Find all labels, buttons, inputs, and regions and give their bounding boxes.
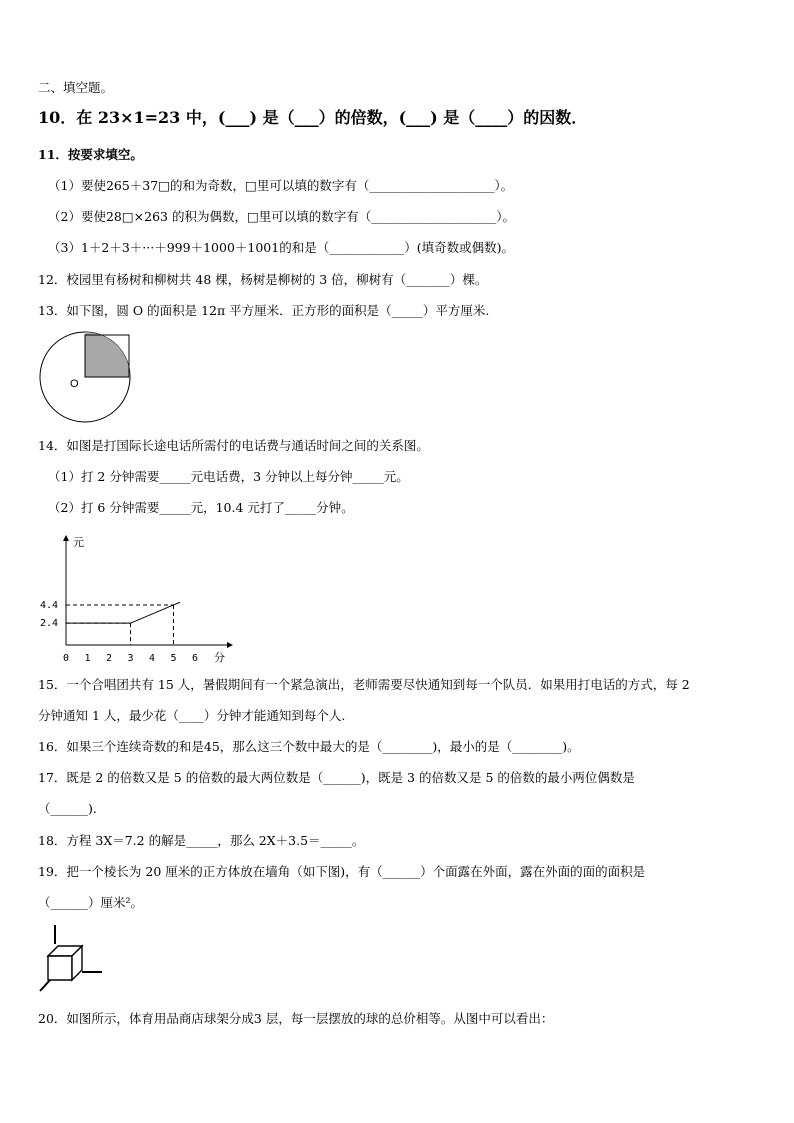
circle-square-figure [38, 332, 138, 427]
question-14-title: 14．如图是打国际长途电话所需付的电话费与通话时间之间的关系图。 [38, 438, 429, 453]
y-tick-label-2-4: 2.4 [40, 618, 59, 630]
question-14-part-1: （1）打 2 分钟需要_____元电话费，3 分钟以上每分钟_____元。 [48, 469, 409, 484]
question-14-part-2: （2）打 6 分钟需要_____元，10.4 元打了_____分钟。 [48, 500, 354, 515]
x-tick-label-6: 6 [192, 653, 199, 664]
x-tick-label-4: 4 [149, 653, 156, 664]
x-axis-label: 分 [214, 651, 225, 664]
circle-center-label: O [70, 378, 79, 390]
section-title: 二、填空题。 [38, 80, 114, 95]
question-15-line-2: 分钟通知 1 人，最少花（____）分钟才能通知到每个人. [38, 708, 346, 723]
question-20: 20．如图所示，体育用品商店球架分成3 层，每一层摆放的球的总价相等。从图中可以看出： [38, 1011, 554, 1026]
cube-corner-figure [38, 925, 108, 995]
y-tick-label-4-4: 4.4 [40, 599, 59, 611]
question-15-line-1: 15．一个合唱团共有 15 人，暑假期间有一个紧急演出，老师需要尽快通知到每一个队员．如果用打电话的方式，每 2 [38, 677, 690, 692]
question-19-line-1: 19．把一个棱长为 20 厘米的正方体放在墙角（如下图)，有（______）个面露在外面，露在外面的面的面积是 [38, 864, 646, 879]
question-16: 16．如果三个连续奇数的和是45，那么这三个数中最大的是（________)，最小的是（________)。 [38, 739, 580, 754]
phone-fee-chart [38, 532, 238, 668]
question-11-title: 11．按要求填空。 [38, 147, 143, 162]
wall-edge-left [40, 980, 50, 991]
cube-front-face [48, 956, 72, 980]
x-tick-label-0: 0 [63, 653, 70, 664]
question-12: 12．校园里有杨树和柳树共 48 棵，杨树是柳树的 3 倍，柳树有（_______）棵。 [38, 272, 488, 287]
question-11-part-2: （2）要使28□×263 的积为偶数，□里可以填的数字有（____________________）。 [48, 209, 516, 224]
question-17-line-2: （______). [38, 801, 97, 816]
x-tick-label-5: 5 [170, 653, 177, 664]
question-13: 13．如下图，圆 O 的面积是 12π 平方厘米．正方形的面积是（_____）平方厘米. [38, 303, 490, 318]
question-11-part-1: （1）要使265＋37□的和为奇数，□里可以填的数字有（____________________）。 [48, 178, 514, 193]
x-tick-label-1: 1 [84, 653, 91, 664]
y-axis-label: 元 [73, 536, 84, 549]
question-10: 10．在 23×1=23 中，(___) 是（___）的倍数，(___) 是（____）的因数． [38, 108, 588, 127]
circle-sector [85, 332, 130, 377]
x-tick-label-2: 2 [106, 653, 113, 664]
question-19-line-2: （______）厘米²。 [38, 895, 144, 910]
question-18: 18．方程 3X＝7.2 的解是_____，那么 2X＋3.5＝_____。 [38, 833, 365, 848]
question-17-line-1: 17．既是 2 的倍数又是 5 的倍数的最大两位数是（______)，既是 3 的倍数又是 5 的倍数的最小两位偶数是 [38, 770, 635, 785]
question-11-part-3: （3）1＋2＋3＋···＋999＋1000＋1001的和是（____________）(填奇数或偶数)。 [48, 240, 514, 255]
x-tick-label-3: 3 [127, 653, 134, 664]
